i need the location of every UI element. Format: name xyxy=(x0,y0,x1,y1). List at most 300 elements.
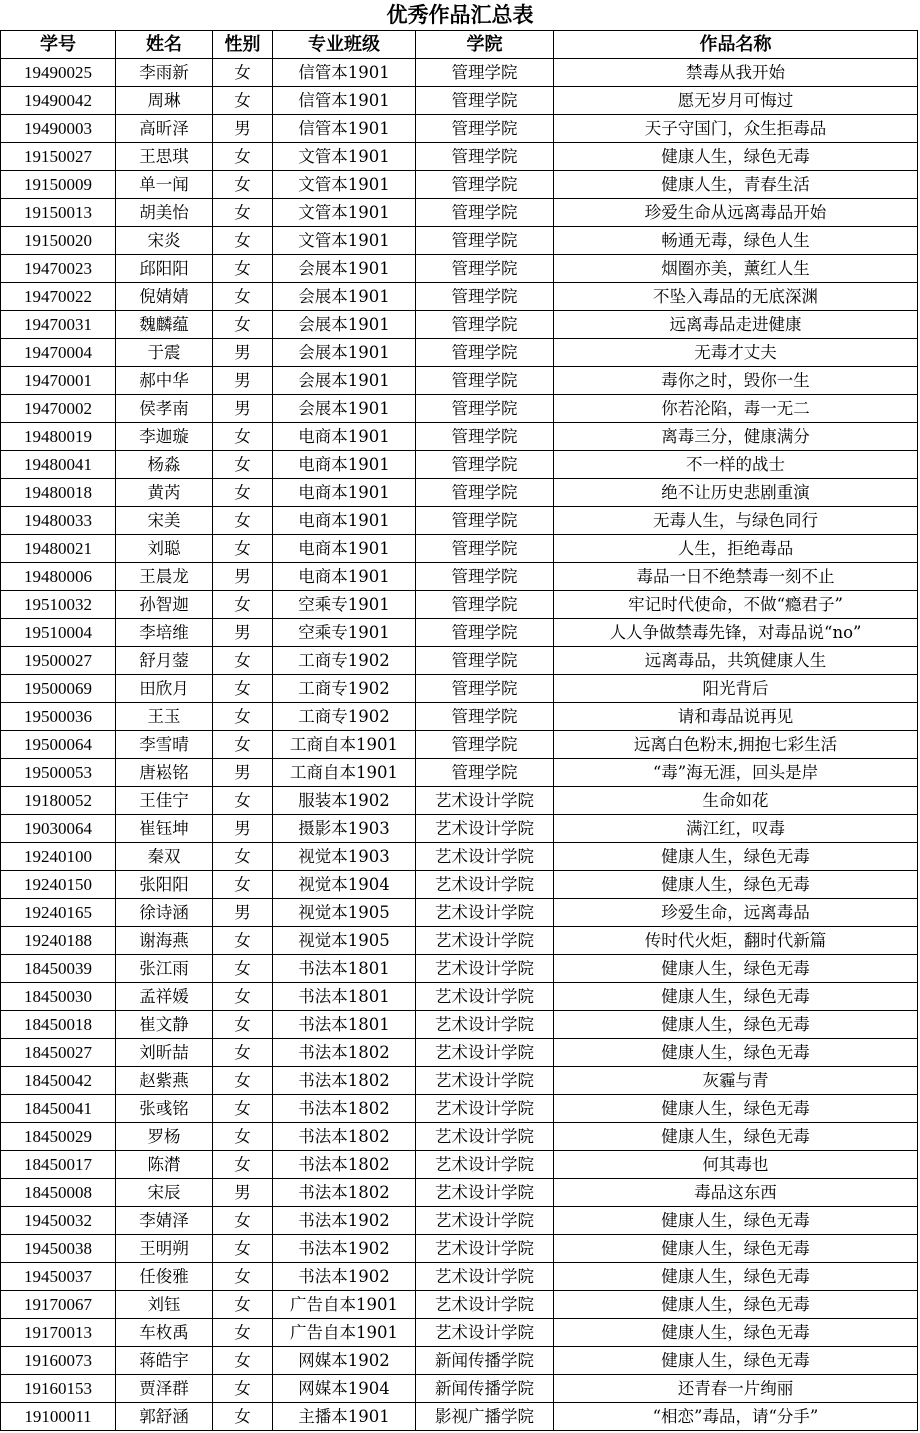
work-title-cell: 健康人生，绿色无毒 xyxy=(554,955,918,983)
gender-cell: 女 xyxy=(213,1095,273,1123)
gender-cell: 女 xyxy=(213,199,273,227)
college-cell: 管理学院 xyxy=(416,535,554,563)
table-row xyxy=(1,591,918,619)
class-cell: 文管本1901 xyxy=(273,199,416,227)
work-title-cell: 远离毒品走进健康 xyxy=(554,311,918,339)
gender-cell: 女 xyxy=(213,675,273,703)
work-title-cell: 远离毒品，共筑健康人生 xyxy=(554,647,918,675)
gender-cell: 女 xyxy=(213,731,273,759)
work-title-cell: “相恋”毒品，请“分手” xyxy=(554,1403,918,1431)
table-row xyxy=(1,451,918,479)
class-cell: 书法本1802 xyxy=(273,1179,416,1207)
table-row xyxy=(1,1011,918,1039)
table-row xyxy=(1,1207,918,1235)
gender-cell: 女 xyxy=(213,591,273,619)
student-id-cell: 19450032 xyxy=(1,1207,116,1235)
class-cell: 书法本1801 xyxy=(273,983,416,1011)
college-cell: 管理学院 xyxy=(416,619,554,647)
student-id-cell: 19150027 xyxy=(1,143,116,171)
work-title-cell: 健康人生，绿色无毒 xyxy=(554,143,918,171)
student-id-cell: 19470031 xyxy=(1,311,116,339)
student-id-cell: 19470004 xyxy=(1,339,116,367)
class-cell: 书法本1802 xyxy=(273,1123,416,1151)
college-cell: 艺术设计学院 xyxy=(416,1207,554,1235)
work-title-cell: 健康人生，绿色无毒 xyxy=(554,843,918,871)
gender-cell: 女 xyxy=(213,87,273,115)
class-cell: 空乘专1901 xyxy=(273,591,416,619)
name-cell: 宋辰 xyxy=(116,1179,213,1207)
class-cell: 书法本1902 xyxy=(273,1263,416,1291)
class-cell: 工商专1902 xyxy=(273,703,416,731)
table-row xyxy=(1,143,918,171)
name-cell: 魏麟蕴 xyxy=(116,311,213,339)
work-title-cell: 健康人生，青春生活 xyxy=(554,171,918,199)
class-cell: 主播本1901 xyxy=(273,1403,416,1431)
student-id-cell: 19170067 xyxy=(1,1291,116,1319)
class-cell: 摄影本1903 xyxy=(273,815,416,843)
student-id-cell: 19170013 xyxy=(1,1319,116,1347)
work-title-cell: 畅通无毒，绿色人生 xyxy=(554,227,918,255)
table-row xyxy=(1,479,918,507)
class-cell: 书法本1902 xyxy=(273,1207,416,1235)
work-title-cell: 毒品一日不绝禁毒一刻不止 xyxy=(554,563,918,591)
gender-cell: 女 xyxy=(213,311,273,339)
gender-cell: 女 xyxy=(213,955,273,983)
student-id-cell: 19480006 xyxy=(1,563,116,591)
work-title-cell: 愿无岁月可悔过 xyxy=(554,87,918,115)
header-row xyxy=(1,31,918,59)
gender-cell: 女 xyxy=(213,1067,273,1095)
work-title-cell: 健康人生，绿色无毒 xyxy=(554,1039,918,1067)
name-cell: 张阳阳 xyxy=(116,871,213,899)
name-cell: 王明朔 xyxy=(116,1235,213,1263)
table-row xyxy=(1,423,918,451)
gender-cell: 女 xyxy=(213,59,273,87)
class-cell: 文管本1901 xyxy=(273,143,416,171)
table-row xyxy=(1,647,918,675)
student-id-cell: 19160153 xyxy=(1,1375,116,1403)
work-title-cell: 健康人生，绿色无毒 xyxy=(554,1095,918,1123)
student-id-cell: 19470002 xyxy=(1,395,116,423)
class-cell: 工商专1902 xyxy=(273,647,416,675)
college-cell: 管理学院 xyxy=(416,451,554,479)
college-cell: 艺术设计学院 xyxy=(416,1011,554,1039)
gender-cell: 女 xyxy=(213,1235,273,1263)
name-cell: 蒋皓宇 xyxy=(116,1347,213,1375)
table-row xyxy=(1,759,918,787)
college-cell: 艺术设计学院 xyxy=(416,1291,554,1319)
gender-cell: 女 xyxy=(213,927,273,955)
gender-cell: 男 xyxy=(213,815,273,843)
name-cell: 罗杨 xyxy=(116,1123,213,1151)
table-row xyxy=(1,675,918,703)
class-cell: 书法本1802 xyxy=(273,1067,416,1095)
work-title-cell: 烟圈亦美，薰红人生 xyxy=(554,255,918,283)
student-id-cell: 19470001 xyxy=(1,367,116,395)
student-id-cell: 19500036 xyxy=(1,703,116,731)
college-cell: 管理学院 xyxy=(416,507,554,535)
work-title-cell: 健康人生，绿色无毒 xyxy=(554,1319,918,1347)
name-cell: 黄芮 xyxy=(116,479,213,507)
student-id-cell: 19470023 xyxy=(1,255,116,283)
gender-cell: 女 xyxy=(213,423,273,451)
class-cell: 空乘专1901 xyxy=(273,619,416,647)
class-cell: 书法本1802 xyxy=(273,1095,416,1123)
name-cell: 崔钰坤 xyxy=(116,815,213,843)
gender-cell: 女 xyxy=(213,255,273,283)
work-title-cell: 珍爱生命从远离毒品开始 xyxy=(554,199,918,227)
class-cell: 服装本1902 xyxy=(273,787,416,815)
table-row xyxy=(1,731,918,759)
college-cell: 艺术设计学院 xyxy=(416,1235,554,1263)
gender-cell: 男 xyxy=(213,619,273,647)
work-title-cell: 天子守国门，众生拒毒品 xyxy=(554,115,918,143)
college-cell: 管理学院 xyxy=(416,731,554,759)
name-cell: 孟祥媛 xyxy=(116,983,213,1011)
name-cell: 徐诗涵 xyxy=(116,899,213,927)
college-cell: 艺术设计学院 xyxy=(416,1067,554,1095)
work-title-cell: 不坠入毒品的无底深渊 xyxy=(554,283,918,311)
name-cell: 邱阳阳 xyxy=(116,255,213,283)
class-cell: 工商专1902 xyxy=(273,675,416,703)
college-cell: 艺术设计学院 xyxy=(416,815,554,843)
student-id-cell: 19450037 xyxy=(1,1263,116,1291)
gender-cell: 女 xyxy=(213,1263,273,1291)
header-student-id: 学号 xyxy=(1,31,116,59)
college-cell: 管理学院 xyxy=(416,339,554,367)
student-id-cell: 18450008 xyxy=(1,1179,116,1207)
table-row xyxy=(1,87,918,115)
student-id-cell: 19500053 xyxy=(1,759,116,787)
name-cell: 刘钰 xyxy=(116,1291,213,1319)
student-id-cell: 18450018 xyxy=(1,1011,116,1039)
student-id-cell: 19240100 xyxy=(1,843,116,871)
work-title-cell: 健康人生，绿色无毒 xyxy=(554,871,918,899)
header-name: 姓名 xyxy=(116,31,213,59)
student-id-cell: 19490042 xyxy=(1,87,116,115)
name-cell: 杨淼 xyxy=(116,451,213,479)
class-cell: 电商本1901 xyxy=(273,451,416,479)
student-id-cell: 18450030 xyxy=(1,983,116,1011)
college-cell: 艺术设计学院 xyxy=(416,1179,554,1207)
college-cell: 新闻传播学院 xyxy=(416,1375,554,1403)
gender-cell: 女 xyxy=(213,1123,273,1151)
work-title-cell: “毒”海无涯，回头是岸 xyxy=(554,759,918,787)
name-cell: 任俊雅 xyxy=(116,1263,213,1291)
table-row xyxy=(1,535,918,563)
class-cell: 电商本1901 xyxy=(273,563,416,591)
name-cell: 胡美怡 xyxy=(116,199,213,227)
student-id-cell: 18450039 xyxy=(1,955,116,983)
student-id-cell: 19500064 xyxy=(1,731,116,759)
class-cell: 电商本1901 xyxy=(273,423,416,451)
work-title-cell: 满江红，叹毒 xyxy=(554,815,918,843)
college-cell: 艺术设计学院 xyxy=(416,1151,554,1179)
college-cell: 管理学院 xyxy=(416,87,554,115)
college-cell: 艺术设计学院 xyxy=(416,955,554,983)
student-id-cell: 19150013 xyxy=(1,199,116,227)
name-cell: 李迦璇 xyxy=(116,423,213,451)
work-title-cell: 传时代火炬，翻时代新篇 xyxy=(554,927,918,955)
table-row xyxy=(1,1039,918,1067)
student-id-cell: 19240165 xyxy=(1,899,116,927)
class-cell: 书法本1801 xyxy=(273,955,416,983)
table-row xyxy=(1,1291,918,1319)
class-cell: 书法本1802 xyxy=(273,1151,416,1179)
name-cell: 宋炎 xyxy=(116,227,213,255)
college-cell: 管理学院 xyxy=(416,423,554,451)
gender-cell: 女 xyxy=(213,227,273,255)
class-cell: 视觉本1905 xyxy=(273,899,416,927)
college-cell: 管理学院 xyxy=(416,59,554,87)
gender-cell: 女 xyxy=(213,843,273,871)
gender-cell: 男 xyxy=(213,367,273,395)
table-row xyxy=(1,927,918,955)
student-id-cell: 19480033 xyxy=(1,507,116,535)
name-cell: 张彧铭 xyxy=(116,1095,213,1123)
name-cell: 王思琪 xyxy=(116,143,213,171)
student-id-cell: 19450038 xyxy=(1,1235,116,1263)
gender-cell: 女 xyxy=(213,507,273,535)
gender-cell: 女 xyxy=(213,647,273,675)
name-cell: 李雨新 xyxy=(116,59,213,87)
gender-cell: 女 xyxy=(213,787,273,815)
gender-cell: 男 xyxy=(213,759,273,787)
class-cell: 视觉本1905 xyxy=(273,927,416,955)
name-cell: 孙智迦 xyxy=(116,591,213,619)
table-row xyxy=(1,1319,918,1347)
table-row xyxy=(1,1095,918,1123)
work-title-cell: 珍爱生命，远离毒品 xyxy=(554,899,918,927)
college-cell: 管理学院 xyxy=(416,563,554,591)
class-cell: 文管本1901 xyxy=(273,171,416,199)
table-row xyxy=(1,59,918,87)
college-cell: 管理学院 xyxy=(416,759,554,787)
college-cell: 艺术设计学院 xyxy=(416,1095,554,1123)
student-id-cell: 19500027 xyxy=(1,647,116,675)
college-cell: 管理学院 xyxy=(416,199,554,227)
college-cell: 艺术设计学院 xyxy=(416,1319,554,1347)
name-cell: 贾泽群 xyxy=(116,1375,213,1403)
gender-cell: 女 xyxy=(213,871,273,899)
work-title-cell: 阳光背后 xyxy=(554,675,918,703)
class-cell: 会展本1901 xyxy=(273,311,416,339)
student-id-cell: 19480041 xyxy=(1,451,116,479)
gender-cell: 男 xyxy=(213,899,273,927)
student-id-cell: 19470022 xyxy=(1,283,116,311)
work-title-cell: 你若沦陷，毒一无二 xyxy=(554,395,918,423)
college-cell: 管理学院 xyxy=(416,675,554,703)
name-cell: 侯孝南 xyxy=(116,395,213,423)
class-cell: 书法本1802 xyxy=(273,1039,416,1067)
table-row xyxy=(1,871,918,899)
table-row xyxy=(1,1375,918,1403)
name-cell: 赵紫燕 xyxy=(116,1067,213,1095)
gender-cell: 男 xyxy=(213,115,273,143)
student-id-cell: 19480021 xyxy=(1,535,116,563)
work-title-cell: 健康人生，绿色无毒 xyxy=(554,1263,918,1291)
gender-cell: 女 xyxy=(213,1207,273,1235)
gender-cell: 女 xyxy=(213,1403,273,1431)
works-table xyxy=(0,30,918,1431)
gender-cell: 女 xyxy=(213,143,273,171)
college-cell: 艺术设计学院 xyxy=(416,1263,554,1291)
student-id-cell: 19160073 xyxy=(1,1347,116,1375)
table-row xyxy=(1,339,918,367)
work-title-cell: 人人争做禁毒先锋，对毒品说“no” xyxy=(554,619,918,647)
college-cell: 管理学院 xyxy=(416,311,554,339)
table-row xyxy=(1,1235,918,1263)
college-cell: 艺术设计学院 xyxy=(416,843,554,871)
gender-cell: 女 xyxy=(213,983,273,1011)
student-id-cell: 19500069 xyxy=(1,675,116,703)
header-college: 学院 xyxy=(416,31,554,59)
name-cell: 李雪晴 xyxy=(116,731,213,759)
college-cell: 艺术设计学院 xyxy=(416,899,554,927)
work-title-cell: 健康人生，绿色无毒 xyxy=(554,1123,918,1151)
class-cell: 信管本1901 xyxy=(273,115,416,143)
class-cell: 书法本1902 xyxy=(273,1235,416,1263)
table-row xyxy=(1,703,918,731)
name-cell: 刘昕喆 xyxy=(116,1039,213,1067)
work-title-cell: 健康人生，绿色无毒 xyxy=(554,1347,918,1375)
college-cell: 管理学院 xyxy=(416,367,554,395)
gender-cell: 女 xyxy=(213,703,273,731)
gender-cell: 女 xyxy=(213,535,273,563)
gender-cell: 女 xyxy=(213,1347,273,1375)
college-cell: 管理学院 xyxy=(416,283,554,311)
student-id-cell: 19480019 xyxy=(1,423,116,451)
gender-cell: 女 xyxy=(213,1011,273,1039)
class-cell: 视觉本1904 xyxy=(273,871,416,899)
work-title-cell: 不一样的战士 xyxy=(554,451,918,479)
name-cell: 陈潸 xyxy=(116,1151,213,1179)
class-cell: 信管本1901 xyxy=(273,87,416,115)
work-title-cell: 远离白色粉末,拥抱七彩生活 xyxy=(554,731,918,759)
student-id-cell: 18450029 xyxy=(1,1123,116,1151)
college-cell: 管理学院 xyxy=(416,395,554,423)
work-title-cell: 健康人生，绿色无毒 xyxy=(554,1207,918,1235)
class-cell: 会展本1901 xyxy=(273,367,416,395)
student-id-cell: 19150009 xyxy=(1,171,116,199)
table-row xyxy=(1,563,918,591)
student-id-cell: 18450042 xyxy=(1,1067,116,1095)
work-title-cell: 健康人生，绿色无毒 xyxy=(554,1291,918,1319)
gender-cell: 女 xyxy=(213,171,273,199)
table-row xyxy=(1,955,918,983)
table-row xyxy=(1,787,918,815)
table-row xyxy=(1,311,918,339)
gender-cell: 女 xyxy=(213,451,273,479)
table-row xyxy=(1,899,918,927)
work-title-cell: 无毒人生，与绿色同行 xyxy=(554,507,918,535)
name-cell: 舒月蓥 xyxy=(116,647,213,675)
name-cell: 郝中华 xyxy=(116,367,213,395)
header-class: 专业班级 xyxy=(273,31,416,59)
work-title-cell: 健康人生，绿色无毒 xyxy=(554,983,918,1011)
student-id-cell: 18450017 xyxy=(1,1151,116,1179)
class-cell: 工商自本1901 xyxy=(273,731,416,759)
name-cell: 李婧泽 xyxy=(116,1207,213,1235)
student-id-cell: 19240150 xyxy=(1,871,116,899)
student-id-cell: 18450027 xyxy=(1,1039,116,1067)
class-cell: 广告自本1901 xyxy=(273,1319,416,1347)
gender-cell: 女 xyxy=(213,1375,273,1403)
table-row xyxy=(1,1403,918,1431)
gender-cell: 男 xyxy=(213,563,273,591)
work-title-cell: 请和毒品说再见 xyxy=(554,703,918,731)
student-id-cell: 19030064 xyxy=(1,815,116,843)
college-cell: 管理学院 xyxy=(416,591,554,619)
work-title-cell: 牢记时代使命，不做“瘾君子” xyxy=(554,591,918,619)
work-title-cell: 还青春一片绚丽 xyxy=(554,1375,918,1403)
name-cell: 车枚禹 xyxy=(116,1319,213,1347)
class-cell: 电商本1901 xyxy=(273,535,416,563)
table-row xyxy=(1,255,918,283)
work-title-cell: 离毒三分，健康满分 xyxy=(554,423,918,451)
table-row xyxy=(1,815,918,843)
gender-cell: 女 xyxy=(213,1039,273,1067)
name-cell: 王玉 xyxy=(116,703,213,731)
gender-cell: 女 xyxy=(213,1319,273,1347)
class-cell: 工商自本1901 xyxy=(273,759,416,787)
student-id-cell: 18450041 xyxy=(1,1095,116,1123)
college-cell: 管理学院 xyxy=(416,479,554,507)
class-cell: 会展本1901 xyxy=(273,255,416,283)
table-row xyxy=(1,283,918,311)
table-row xyxy=(1,1263,918,1291)
work-title-cell: 灰霾与青 xyxy=(554,1067,918,1095)
college-cell: 管理学院 xyxy=(416,227,554,255)
college-cell: 管理学院 xyxy=(416,115,554,143)
college-cell: 艺术设计学院 xyxy=(416,1039,554,1067)
class-cell: 视觉本1903 xyxy=(273,843,416,871)
table-row xyxy=(1,1123,918,1151)
table-row xyxy=(1,1179,918,1207)
class-cell: 广告自本1901 xyxy=(273,1291,416,1319)
table-row xyxy=(1,199,918,227)
student-id-cell: 19490025 xyxy=(1,59,116,87)
table-row xyxy=(1,115,918,143)
student-id-cell: 19490003 xyxy=(1,115,116,143)
name-cell: 高昕泽 xyxy=(116,115,213,143)
class-cell: 电商本1901 xyxy=(273,479,416,507)
name-cell: 王晨龙 xyxy=(116,563,213,591)
name-cell: 倪婧婧 xyxy=(116,283,213,311)
table-row xyxy=(1,507,918,535)
table-row xyxy=(1,983,918,1011)
table-row xyxy=(1,843,918,871)
table-row xyxy=(1,1067,918,1095)
gender-cell: 男 xyxy=(213,1179,273,1207)
work-title-cell: 绝不让历史悲剧重演 xyxy=(554,479,918,507)
name-cell: 宋美 xyxy=(116,507,213,535)
work-title-cell: 生命如花 xyxy=(554,787,918,815)
class-cell: 会展本1901 xyxy=(273,395,416,423)
student-id-cell: 19510032 xyxy=(1,591,116,619)
name-cell: 刘聪 xyxy=(116,535,213,563)
header-gender: 性别 xyxy=(213,31,273,59)
work-title-cell: 人生，拒绝毒品 xyxy=(554,535,918,563)
class-cell: 书法本1801 xyxy=(273,1011,416,1039)
class-cell: 会展本1901 xyxy=(273,283,416,311)
college-cell: 管理学院 xyxy=(416,143,554,171)
class-cell: 网媒本1902 xyxy=(273,1347,416,1375)
college-cell: 管理学院 xyxy=(416,703,554,731)
class-cell: 文管本1901 xyxy=(273,227,416,255)
gender-cell: 女 xyxy=(213,283,273,311)
name-cell: 崔文静 xyxy=(116,1011,213,1039)
